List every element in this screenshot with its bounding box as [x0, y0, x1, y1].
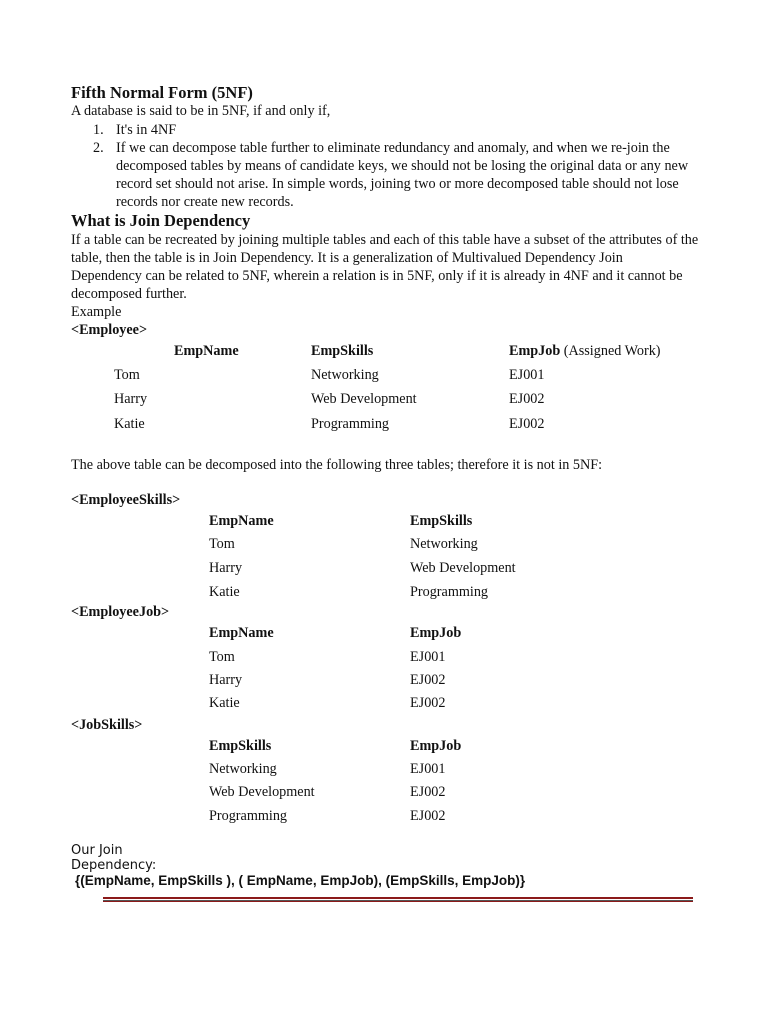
- table-cell: Web Development: [410, 560, 516, 576]
- table-cell: Networking: [311, 367, 379, 383]
- paragraph-line: If a table can be recreated by joining multiple tables and each of this table have a subset of the attributes of the: [71, 232, 699, 248]
- list-number: 2.: [93, 140, 104, 156]
- paragraph-line: decomposed further.: [71, 286, 187, 302]
- employee-header-name: EmpName: [174, 343, 239, 359]
- table-cell: Tom: [114, 367, 140, 383]
- table-cell: Programming: [311, 416, 390, 432]
- list-item-line: If we can decompose table further to eliminate redundancy and anomaly, and when we re-join the: [116, 140, 670, 156]
- intro-text: A database is said to be in 5NF, if and only if,: [71, 103, 331, 119]
- table-cell: EJ002: [410, 808, 446, 824]
- paragraph-line: table, then the table is in Join Dependency. It is a generalization of Multivalued Dependency Join: [71, 250, 623, 266]
- employee-table-label: <Employee>: [71, 322, 148, 338]
- table-cell: Tom: [209, 649, 235, 665]
- footer-rule: [103, 897, 693, 902]
- employee-header-job-label: EmpJob: [509, 343, 561, 359]
- job-skills-label: <JobSkills>: [71, 717, 143, 733]
- table-cell: Katie: [114, 416, 145, 432]
- table-cell: Networking: [209, 761, 277, 777]
- table-cell: Harry: [209, 672, 243, 688]
- list-item-line: records nor create new records.: [116, 194, 294, 210]
- table-cell: Katie: [209, 695, 240, 711]
- table-cell: EJ002: [410, 784, 446, 800]
- heading-join-dependency: What is Join Dependency: [71, 211, 251, 230]
- employee-header-job-note: (Assigned Work): [560, 343, 661, 359]
- list-item-line: record set should not arise. In simple words, joining two or more decomposed table should not lose: [116, 176, 679, 192]
- table-cell: Web Development: [209, 784, 315, 800]
- table-cell: EJ001: [410, 649, 446, 665]
- table-header: EmpName: [209, 625, 274, 641]
- list-item: It's in 4NF: [116, 122, 177, 138]
- employee-skills-label: <EmployeeSkills>: [71, 492, 181, 508]
- footer-rule-inner: [103, 900, 693, 901]
- table-cell: Harry: [209, 560, 243, 576]
- join-dependency-label-line: Dependency:: [71, 858, 157, 873]
- heading-5nf: Fifth Normal Form (5NF): [71, 83, 253, 102]
- join-dependency-label-line: Our Join: [71, 843, 123, 858]
- table-cell: Tom: [209, 536, 235, 552]
- table-cell: Katie: [209, 584, 240, 600]
- table-header: EmpJob: [410, 625, 462, 641]
- table-cell: EJ002: [410, 672, 446, 688]
- table-cell: Programming: [209, 808, 288, 824]
- decompose-text: The above table can be decomposed into the following three tables; therefore it is not in 5NF:: [71, 457, 603, 473]
- table-cell: EJ002: [509, 416, 545, 432]
- employee-job-label: <EmployeeJob>: [71, 604, 170, 620]
- table-header: EmpJob: [410, 738, 462, 754]
- table-cell: Web Development: [311, 391, 417, 407]
- example-label: Example: [71, 304, 122, 320]
- table-cell: EJ001: [410, 761, 446, 777]
- table-cell: EJ002: [410, 695, 446, 711]
- table-header: EmpSkills: [410, 513, 473, 529]
- table-cell: EJ001: [509, 367, 545, 383]
- table-header: EmpSkills: [209, 738, 272, 754]
- employee-header-job: [509, 342, 661, 360]
- list-item-line: decomposed tables by means of candidate keys, we should not be losing the original data or any new: [116, 158, 689, 174]
- paragraph-line: Dependency can be related to 5NF, wherein a relation is in 5NF, only if it is already in 4NF and it cannot be: [71, 268, 683, 284]
- employee-header-skills: EmpSkills: [311, 343, 374, 359]
- list-number: 1.: [93, 122, 104, 138]
- table-header: EmpName: [209, 513, 274, 529]
- join-dependency-formula: {(EmpName, EmpSkills ), ( EmpName, EmpJob), (EmpSkills, EmpJob)}: [75, 873, 526, 888]
- table-cell: Programming: [410, 584, 489, 600]
- table-cell: EJ002: [509, 391, 545, 407]
- table-cell: Harry: [114, 391, 148, 407]
- table-cell: Networking: [410, 536, 478, 552]
